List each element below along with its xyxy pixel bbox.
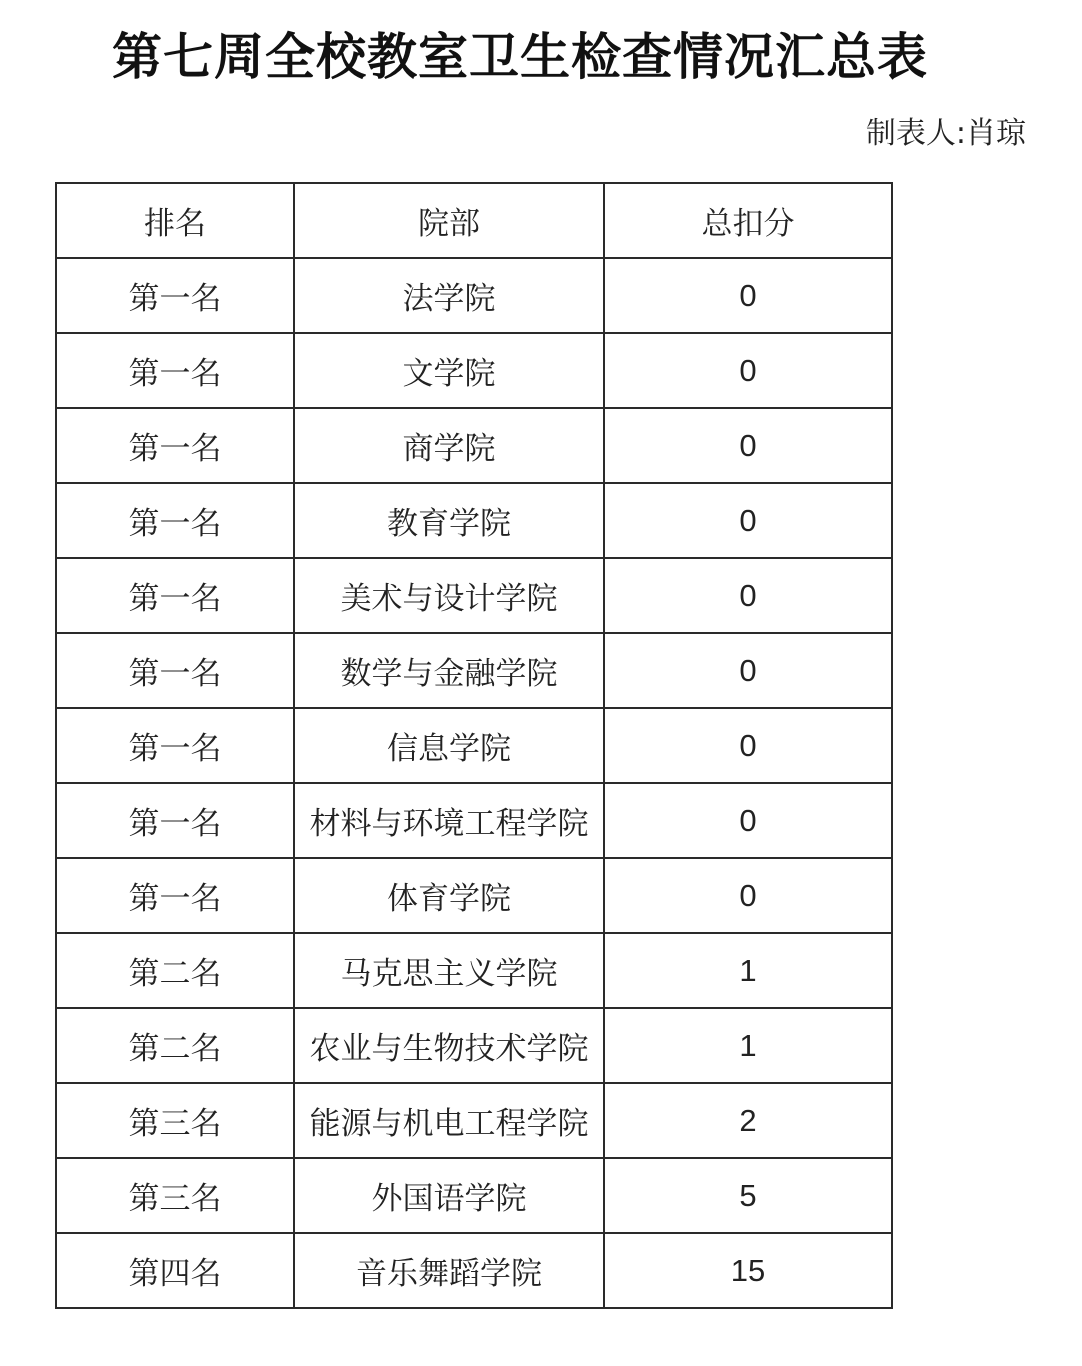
table-author: 制表人:肖琼 <box>865 116 1026 151</box>
table-row <box>56 858 892 933</box>
table-header-row <box>56 183 892 258</box>
department-cell: 体育学院 <box>294 858 604 933</box>
score-cell: 1 <box>604 1008 892 1083</box>
header-department: 院部 <box>294 183 604 258</box>
rank-cell: 第三名 <box>56 1158 294 1233</box>
department-cell: 数学与金融学院 <box>294 633 604 708</box>
table-row <box>56 783 892 858</box>
department-cell: 材料与环境工程学院 <box>294 783 604 858</box>
score-cell: 0 <box>604 408 892 483</box>
rank-cell: 第一名 <box>56 708 294 783</box>
table-row <box>56 633 892 708</box>
table-row <box>56 408 892 483</box>
department-cell: 文学院 <box>294 333 604 408</box>
header-total-deduction: 总扣分 <box>604 183 892 258</box>
score-cell: 0 <box>604 333 892 408</box>
score-cell: 15 <box>604 1233 892 1308</box>
score-cell: 0 <box>604 783 892 858</box>
department-cell: 法学院 <box>294 258 604 333</box>
table-row <box>56 1233 892 1308</box>
rank-cell: 第三名 <box>56 1083 294 1158</box>
department-cell: 信息学院 <box>294 708 604 783</box>
rank-cell: 第四名 <box>56 1233 294 1308</box>
rank-cell: 第一名 <box>56 783 294 858</box>
rank-cell: 第一名 <box>56 408 294 483</box>
table-row <box>56 933 892 1008</box>
score-cell: 0 <box>604 633 892 708</box>
table-row <box>56 483 892 558</box>
table-row <box>56 708 892 783</box>
table-row <box>56 1158 892 1233</box>
header-rank: 排名 <box>56 183 294 258</box>
rank-cell: 第一名 <box>56 858 294 933</box>
score-cell: 1 <box>604 933 892 1008</box>
rank-cell: 第二名 <box>56 933 294 1008</box>
department-cell: 教育学院 <box>294 483 604 558</box>
score-cell: 0 <box>604 483 892 558</box>
table-body <box>56 258 892 1308</box>
summary-table <box>55 182 893 1309</box>
rank-cell: 第二名 <box>56 1008 294 1083</box>
score-cell: 0 <box>604 858 892 933</box>
department-cell: 美术与设计学院 <box>294 558 604 633</box>
score-cell: 5 <box>604 1158 892 1233</box>
rank-cell: 第一名 <box>56 558 294 633</box>
table-row <box>56 258 892 333</box>
table-row <box>56 333 892 408</box>
rank-cell: 第一名 <box>56 633 294 708</box>
page-title: 第七周全校教室卫生检查情况汇总表 <box>112 28 928 86</box>
table-row <box>56 1083 892 1158</box>
department-cell: 商学院 <box>294 408 604 483</box>
rank-cell: 第一名 <box>56 258 294 333</box>
department-cell: 农业与生物技术学院 <box>294 1008 604 1083</box>
rank-cell: 第一名 <box>56 333 294 408</box>
rank-cell: 第一名 <box>56 483 294 558</box>
department-cell: 能源与机电工程学院 <box>294 1083 604 1158</box>
department-cell: 外国语学院 <box>294 1158 604 1233</box>
table-row <box>56 1008 892 1083</box>
department-cell: 音乐舞蹈学院 <box>294 1233 604 1308</box>
score-cell: 0 <box>604 558 892 633</box>
department-cell: 马克思主义学院 <box>294 933 604 1008</box>
score-cell: 2 <box>604 1083 892 1158</box>
score-cell: 0 <box>604 708 892 783</box>
table-row <box>56 558 892 633</box>
score-cell: 0 <box>604 258 892 333</box>
